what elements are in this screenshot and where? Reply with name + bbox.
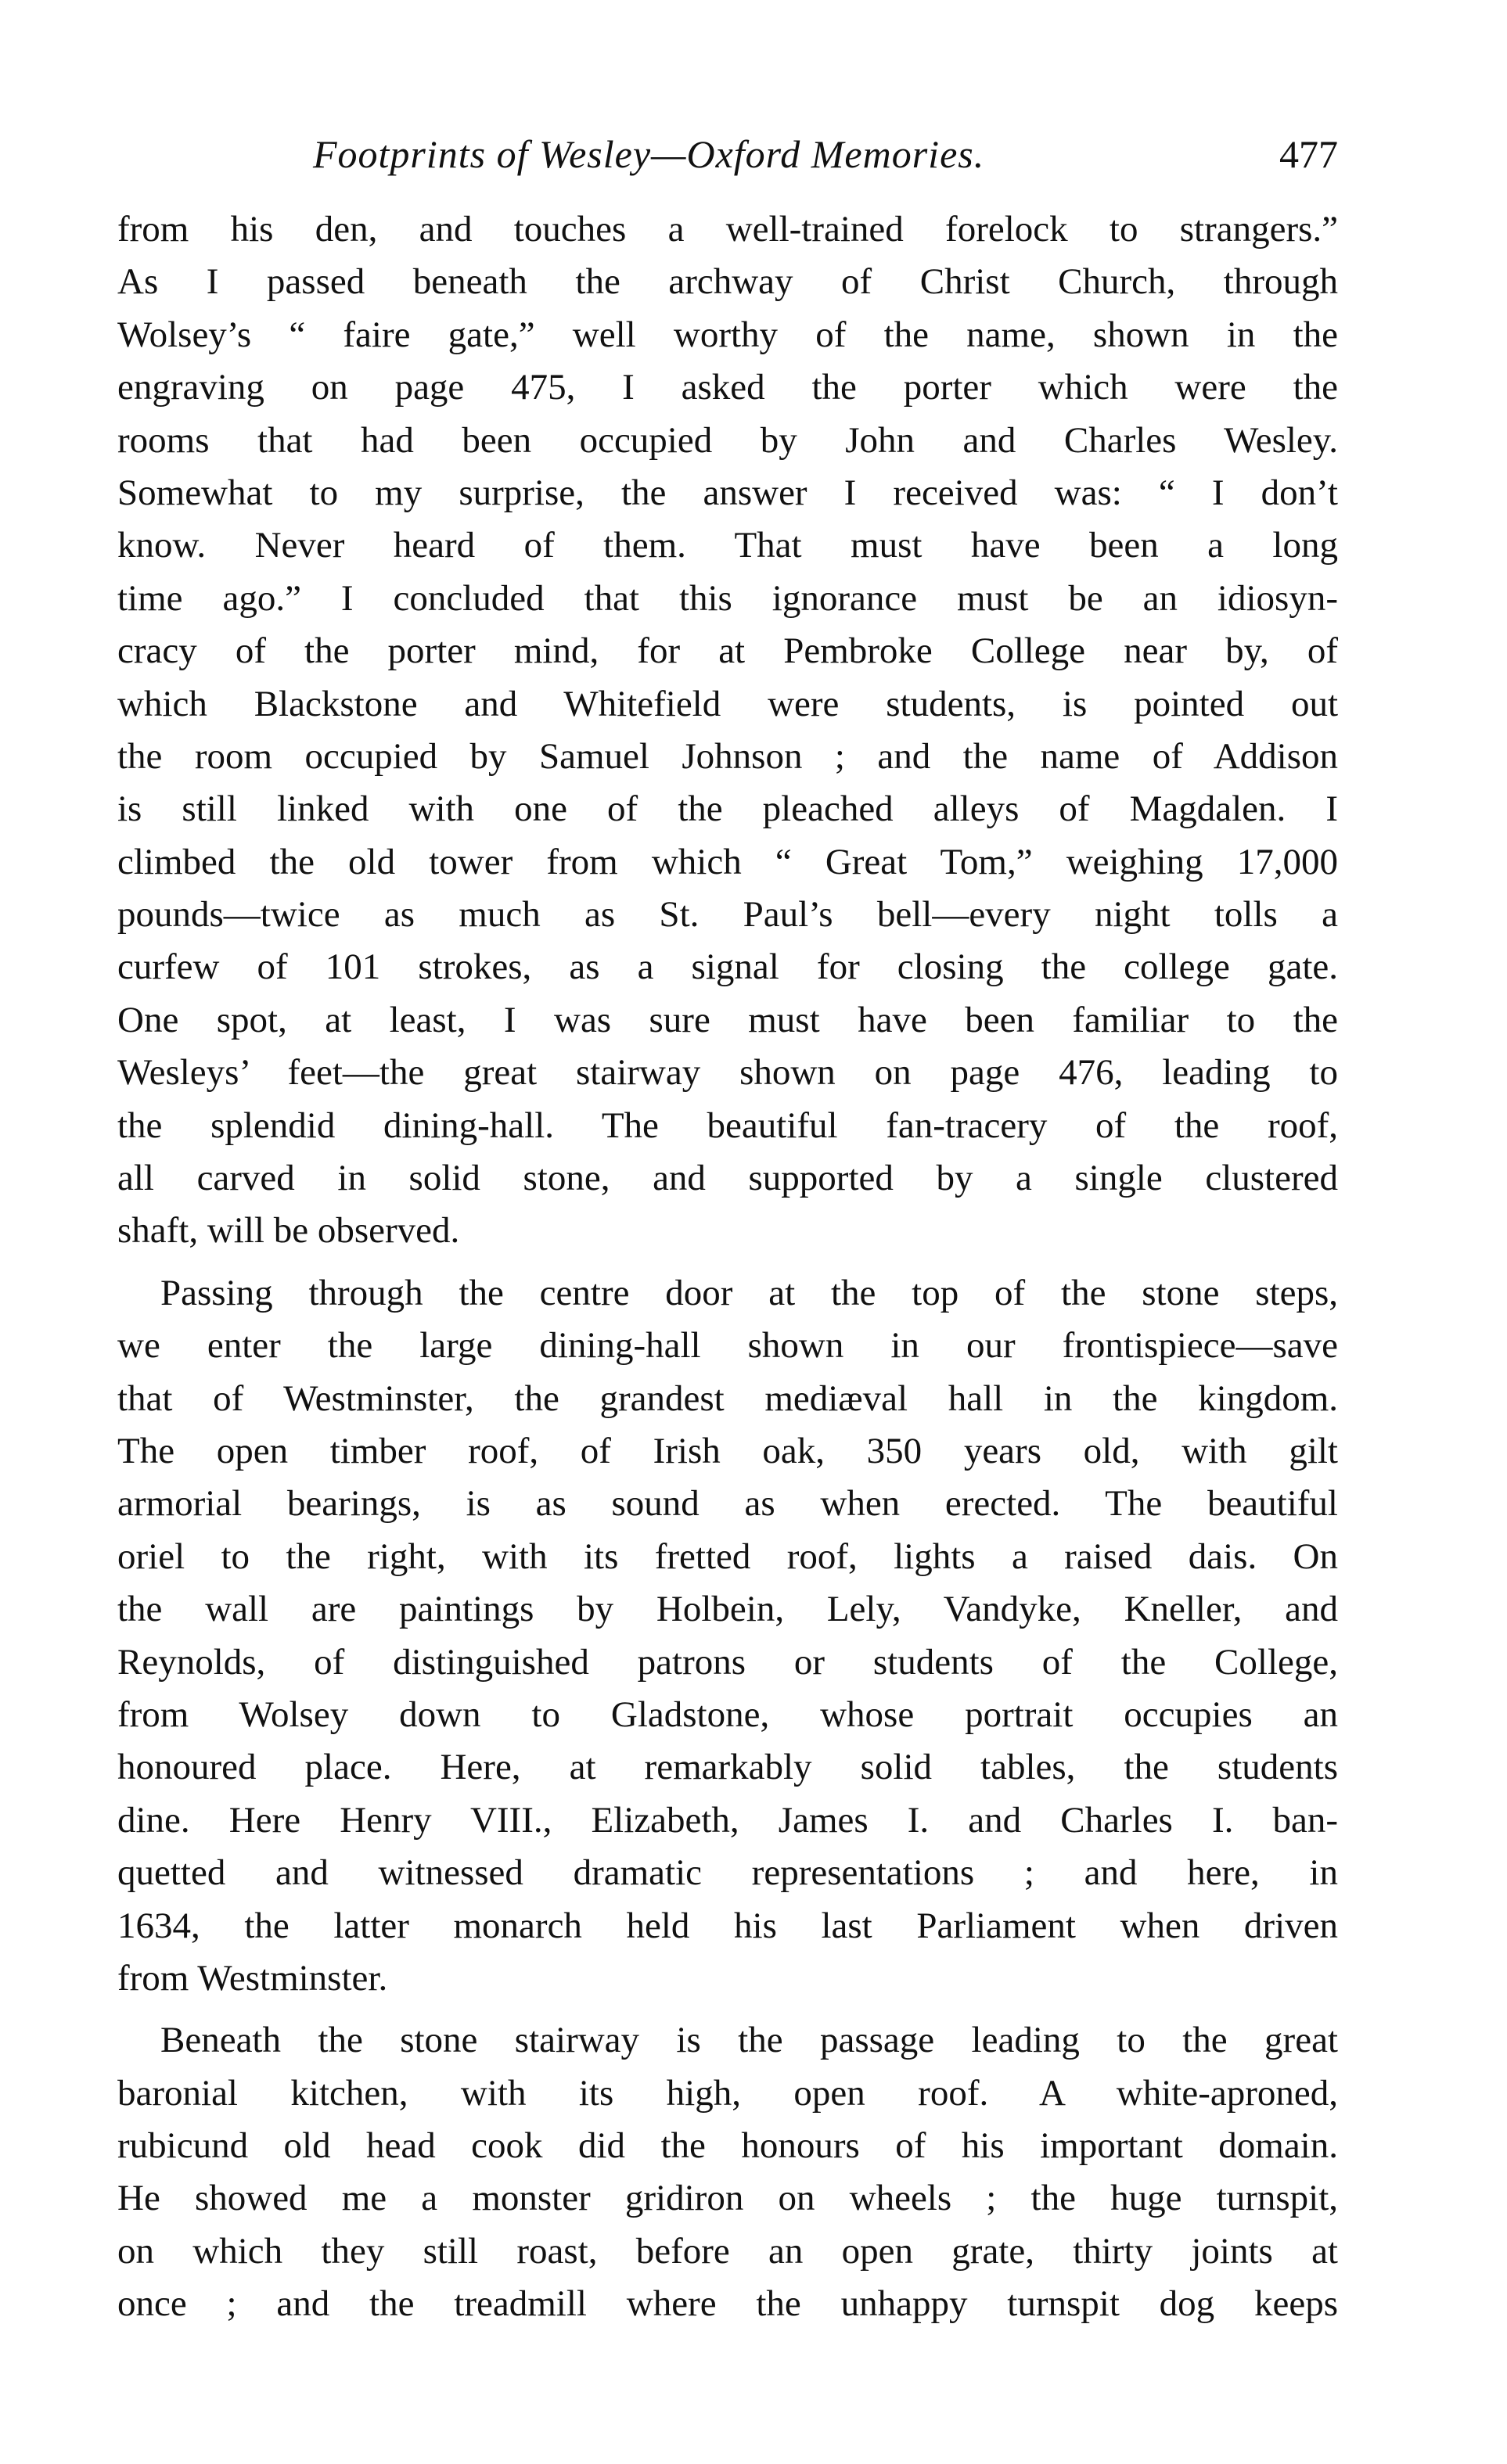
text-line: engraving on page 475, I asked the porter which were the — [117, 367, 1338, 408]
text-line: Reynolds, of distinguished patrons or students of the College, — [117, 1641, 1338, 1683]
paragraph — [117, 1267, 1338, 2005]
paragraph — [117, 203, 1338, 1258]
text-line: curfew of 101 strokes, as a signal for closing the college gate. — [117, 946, 1338, 988]
text-line: rooms that had been occupied by John and Charles Wesley. — [117, 419, 1338, 461]
text-line: Somewhat to my surprise, the answer I received was: “ I don’t — [117, 472, 1338, 513]
running-head — [117, 117, 1338, 188]
text-line: the wall are paintings by Holbein, Lely, Vandyke, Kneller, and — [117, 1589, 1338, 1630]
text-line: that of Westminster, the grandest mediæval hall in the kingdom. — [117, 1377, 1338, 1419]
text-line: One spot, at least, I was sure must have been familiar to the — [117, 999, 1338, 1040]
text-line: pounds—twice as much as St. Paul’s bell—every night tolls a — [117, 894, 1338, 936]
text-line: we enter the large dining-hall shown in our frontispiece—save — [117, 1325, 1338, 1367]
text-line: climbed the old tower from which “ Great Tom,” weighing 17,000 — [117, 841, 1338, 882]
text-line: all carved in solid stone, and supported by a single clustered — [117, 1158, 1338, 1199]
text-line: cracy of the porter mind, for at Pembroke College near by, of — [117, 630, 1338, 672]
text-line: the splendid dining-hall. The beautiful fan-tracery of the roof, — [117, 1104, 1338, 1146]
text-line: which Blackstone and Whitefield were students, is pointed out — [117, 683, 1338, 724]
text-line: quetted and witnessed dramatic representations ; and here, in — [117, 1852, 1338, 1894]
text-line: honoured place. Here, at remarkably solid tables, the students — [117, 1747, 1338, 1788]
text-line: from his den, and touches a well-trained forelock to strangers.” — [117, 209, 1338, 250]
text-line: 1634, the latter monarch held his last Parliament when driven — [117, 1905, 1338, 1946]
text-line: Beneath the stone stairway is the passage leading to the great — [160, 2020, 1338, 2061]
text-line: from Westminster. — [117, 1957, 388, 1999]
paragraph — [117, 2014, 1338, 2330]
text-line: on which they still roast, before an open grate, thirty joints at — [117, 2230, 1338, 2272]
text-line: oriel to the right, with its fretted roof, lights a raised dais. On — [117, 1536, 1338, 1577]
text-line: the room occupied by Samuel Johnson ; and the name of Addison — [117, 735, 1338, 777]
text-line: once ; and the treadmill where the unhappy turnspit dog keeps — [117, 2283, 1338, 2325]
text-line: The open timber roof, of Irish oak, 350 years old, with gilt — [117, 1430, 1338, 1471]
text-line: shaft, will be observed. — [117, 1210, 460, 1252]
paragraph-gap — [117, 2005, 1338, 2014]
body-text — [117, 203, 1338, 2331]
text-line: Passing through the centre door at the top of the stone steps, — [160, 1272, 1338, 1313]
text-line: from Wolsey down to Gladstone, whose portrait occupies an — [117, 1694, 1338, 1735]
text-line: time ago.” I concluded that this ignorance must be an idiosyn- — [117, 577, 1338, 619]
text-line: Wesleys’ feet—the great stairway shown on page 476, leading to — [117, 1052, 1338, 1094]
text-line: As I passed beneath the archway of Christ Church, through — [117, 261, 1338, 303]
text-line: Wolsey’s “ faire gate,” well worthy of the name, shown in the — [117, 314, 1338, 355]
running-title: Footprints of Wesley—Oxford Memories. — [313, 132, 985, 176]
text-line: baronial kitchen, with its high, open roof. A white-aproned, — [117, 2072, 1338, 2114]
text-line: armorial bearings, is as sound as when erected. The beautiful — [117, 1483, 1338, 1525]
text-line: rubicund old head cook did the honours of his important domain. — [117, 2125, 1338, 2167]
paragraph-gap — [117, 1258, 1338, 1267]
book-page — [117, 117, 1338, 2331]
text-line: He showed me a monster gridiron on wheels ; the huge turnspit, — [117, 2178, 1338, 2219]
text-line: know. Never heard of them. That must have been a long — [117, 525, 1338, 566]
page-number: 477 — [1279, 132, 1338, 176]
text-line: dine. Here Henry VIII., Elizabeth, James I. and Charles I. ban- — [117, 1799, 1338, 1841]
text-line: is still linked with one of the pleached alleys of Magdalen. I — [117, 788, 1338, 830]
